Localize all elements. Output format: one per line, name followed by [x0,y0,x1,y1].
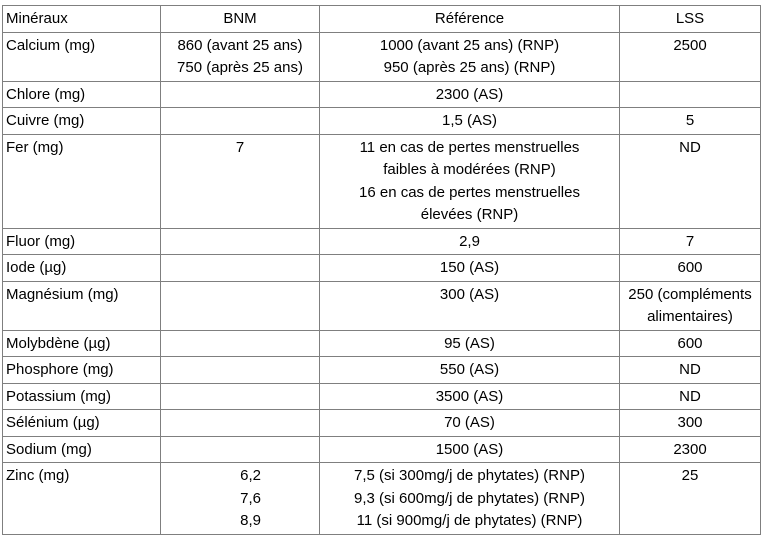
bnm-cell [161,357,320,384]
lss-cell-line: 7 [685,232,695,250]
reference-cell [320,330,620,357]
reference-cell-line: faibles à modérées (RNP) [383,161,556,178]
reference-cell [320,81,620,108]
lss-cell [620,228,761,255]
header-reference: Référence [320,6,620,33]
lss-cell-line: 2300 [673,440,707,458]
lss-cell-line: 600 [677,259,703,276]
lss-cell [620,330,761,357]
bnm-cell [161,255,320,282]
mineral-name-cell: Cuivre (mg) [3,108,161,135]
bnm-cell [161,108,320,135]
bnm-cell [161,330,320,357]
reference-cell-line: 2300 (AS) [435,85,504,103]
mineral-name-cell: Magnésium (mg) [3,281,161,330]
lss-cell [620,81,761,108]
reference-cell [320,281,620,330]
header-bnm: BNM [161,6,320,33]
lss-cell [620,410,761,437]
bnm-cell [161,436,320,463]
lss-cell [620,108,761,135]
mineral-name-cell: Chlore (mg) [3,81,161,108]
lss-cell-line: 5 [685,112,695,129]
reference-cell [320,108,620,135]
bnm-cell [161,410,320,437]
lss-cell [620,463,761,535]
bnm-cell-line: 750 (après 25 ans) [177,59,303,76]
reference-cell-line: 1500 (AS) [435,440,504,458]
lss-cell-line: ND [679,387,701,405]
lss-cell-line: 600 [677,334,703,352]
mineral-name-cell: Fer (mg) [3,134,161,228]
table-row [3,383,761,410]
reference-cell [320,32,620,81]
table-row [3,32,761,81]
mineral-name-cell: Potassium (mg) [3,383,161,410]
table-row [3,255,761,282]
bnm-cell-line: 7 [235,138,245,156]
table-row [3,330,761,357]
lss-cell [620,281,761,330]
lss-cell [620,255,761,282]
reference-cell [320,357,620,384]
reference-cell [320,436,620,463]
mineral-name-cell: Sélénium (µg) [3,410,161,437]
bnm-cell [161,81,320,108]
reference-cell-line: 2,9 [459,232,480,250]
table-row [3,357,761,384]
reference-cell-line: 9,3 (si 600mg/j de phytates) (RNP) [354,489,585,507]
reference-cell-line: 7,5 (si 300mg/j de phytates) (RNP) [354,467,585,484]
reference-cell [320,410,620,437]
bnm-cell-line: 860 (avant 25 ans) [177,36,303,54]
lss-cell-line: 25 [681,467,699,484]
reference-cell-line: 300 (AS) [439,285,500,303]
header-mineral: Minéraux [3,6,161,33]
reference-cell-line: 1000 (avant 25 ans) (RNP) [379,36,560,54]
bnm-cell [161,228,320,255]
reference-cell-line: 11 (si 900mg/j de phytates) (RNP) [356,512,583,529]
mineral-name-cell: Fluor (mg) [3,228,161,255]
minerals-table [2,5,761,535]
lss-cell-line: 300 [677,414,703,431]
reference-cell-line: 1,5 (AS) [441,112,498,129]
mineral-name-cell: Molybdène (µg) [3,330,161,357]
table-row [3,108,761,135]
mineral-name-cell: Calcium (mg) [3,32,161,81]
reference-cell-line: 150 (AS) [439,259,500,276]
table-row [3,410,761,437]
table-body [3,32,761,534]
lss-cell [620,134,761,228]
lss-cell-line: alimentaires) [647,308,733,325]
table-row [3,81,761,108]
reference-cell-line: 95 (AS) [444,334,495,352]
table-row [3,281,761,330]
bnm-cell [161,281,320,330]
bnm-cell-line: 7,6 [240,489,261,507]
reference-cell-line: 70 (AS) [444,414,495,431]
reference-cell-line: 11 en cas de pertes menstruelles [359,138,580,156]
reference-cell-line: 3500 (AS) [435,387,504,405]
bnm-cell [161,383,320,410]
reference-cell-line: 16 en cas de pertes menstruelles [359,183,580,201]
header-lss: LSS [620,6,761,33]
mineral-name-cell: Sodium (mg) [3,436,161,463]
reference-cell-line: 550 (AS) [439,361,500,378]
lss-cell [620,32,761,81]
reference-cell [320,383,620,410]
reference-cell-line: élevées (RNP) [420,206,519,223]
lss-cell [620,436,761,463]
bnm-cell-line: 8,9 [240,512,261,529]
bnm-cell [161,32,320,81]
reference-cell-line: 950 (après 25 ans) (RNP) [383,59,556,76]
lss-cell-line: ND [679,138,701,156]
lss-cell-line: 250 (compléments [628,285,752,303]
header-row [3,6,761,33]
table-row [3,436,761,463]
lss-cell-line: 2500 [673,36,707,54]
reference-cell [320,463,620,535]
mineral-name-cell: Zinc (mg) [3,463,161,535]
lss-cell [620,357,761,384]
bnm-cell [161,134,320,228]
reference-cell [320,134,620,228]
mineral-name-cell: Phosphore (mg) [3,357,161,384]
bnm-cell [161,463,320,535]
table-row [3,463,761,535]
table-row [3,134,761,228]
reference-cell [320,228,620,255]
table-row [3,228,761,255]
lss-cell-line: ND [679,361,701,378]
lss-cell [620,383,761,410]
bnm-cell-line: 6,2 [240,467,261,484]
reference-cell [320,255,620,282]
mineral-name-cell: Iode (µg) [3,255,161,282]
